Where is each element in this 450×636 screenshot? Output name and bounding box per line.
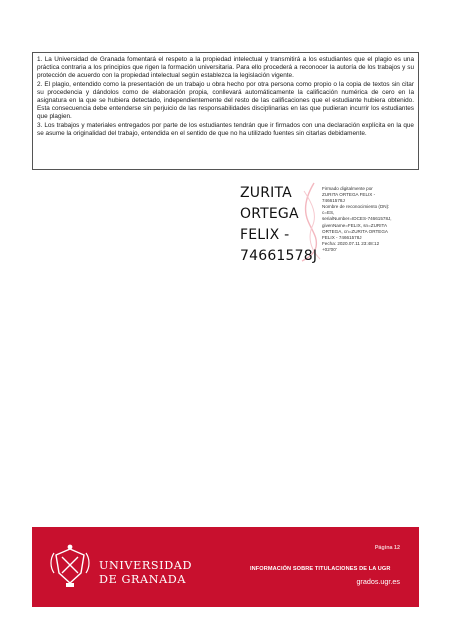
signer-name-line: ZURITA — [240, 185, 292, 201]
info-title: INFORMACIÓN SOBRE TITULACIONES DE LA UGR — [250, 566, 391, 572]
university-name-line: DE GRANADA — [99, 572, 187, 586]
signer-name-line: ORTEGA — [240, 206, 299, 222]
signature-details — [322, 186, 418, 253]
signature-detail-line: givenName=FELIX, sn=ZURITA — [322, 222, 388, 228]
signature-detail-line: c=ES, — [322, 210, 335, 216]
ugr-footer-banner — [32, 527, 419, 607]
notice-paragraph-3: 3. Los trabajos y materiales entregados por parte de los estudiantes tendrán que ir firmados con una declaración explícita en la que se asume la originalidad del trabajo, entendida en el sentido de que no ha utilizado fuentes sin citarlas debidamente. — [37, 121, 414, 137]
signature-detail-line: Firmado digitalmente por — [322, 186, 373, 191]
university-crest-icon — [48, 543, 92, 589]
signature-detail-line: serialNumber=IDCES-74661578J, — [322, 216, 392, 222]
signature-detail-line: ORTEGA, cn=ZURITA ORTEGA — [322, 228, 388, 234]
university-name-line: UNIVERSIDAD — [99, 559, 193, 572]
signature-detail-line: 74661578J — [322, 198, 345, 204]
digital-signature — [240, 183, 420, 263]
notice-paragraph-1: 1. La Universidad de Granada fomentará el respeto a la propiedad intelectual y transmitirá a los estudiantes que el plagio es una práctica contraria a los principios que rigen la formación universitaria. Para ello procederá a reconocer la autoría de los trabajos y su protección de acuerdo con la propiedad intelectual según establezca la legislación vigente. — [37, 56, 414, 80]
notice-paragraph-2: 2. El plagio, entendido como la presentación de un trabajo u obra hecho por otra persona como propio o la copia de textos sin citar su procedencia y dándolos como de elaboración propia, conllevará automáticamente la calificación numérica de cero en la asignatura en la que se hubiera detectado, independientemente del resto de las calificaciones que el estudiante hubiera obtenido. Esta consecuencia debe entenderse sin perjuicio de las responsabilidades disciplinarias en las que pudieran incurrir los estudiantes que plagien. — [37, 80, 414, 121]
signer-name-line: FELIX - — [240, 227, 290, 243]
signature-detail-line: +02'00' — [322, 246, 337, 252]
signer-name-line: 74661578J — [240, 248, 318, 264]
signature-detail-line: Nombre de reconocimiento (DN): — [322, 204, 390, 210]
info-url-link[interactable]: grados.ugr.es — [356, 577, 400, 586]
university-name — [99, 559, 192, 586]
page-number: Página 12 — [374, 545, 400, 551]
plagiarism-notice-box — [32, 52, 419, 170]
signature-detail-line: FELIX - 74661578J — [322, 234, 362, 240]
signature-detail-line: ZURITA ORTEGA FELIX - — [322, 192, 376, 198]
signer-name — [240, 183, 317, 267]
signature-detail-line: Fecha: 2020.07.11 23:48:12 — [322, 240, 380, 246]
